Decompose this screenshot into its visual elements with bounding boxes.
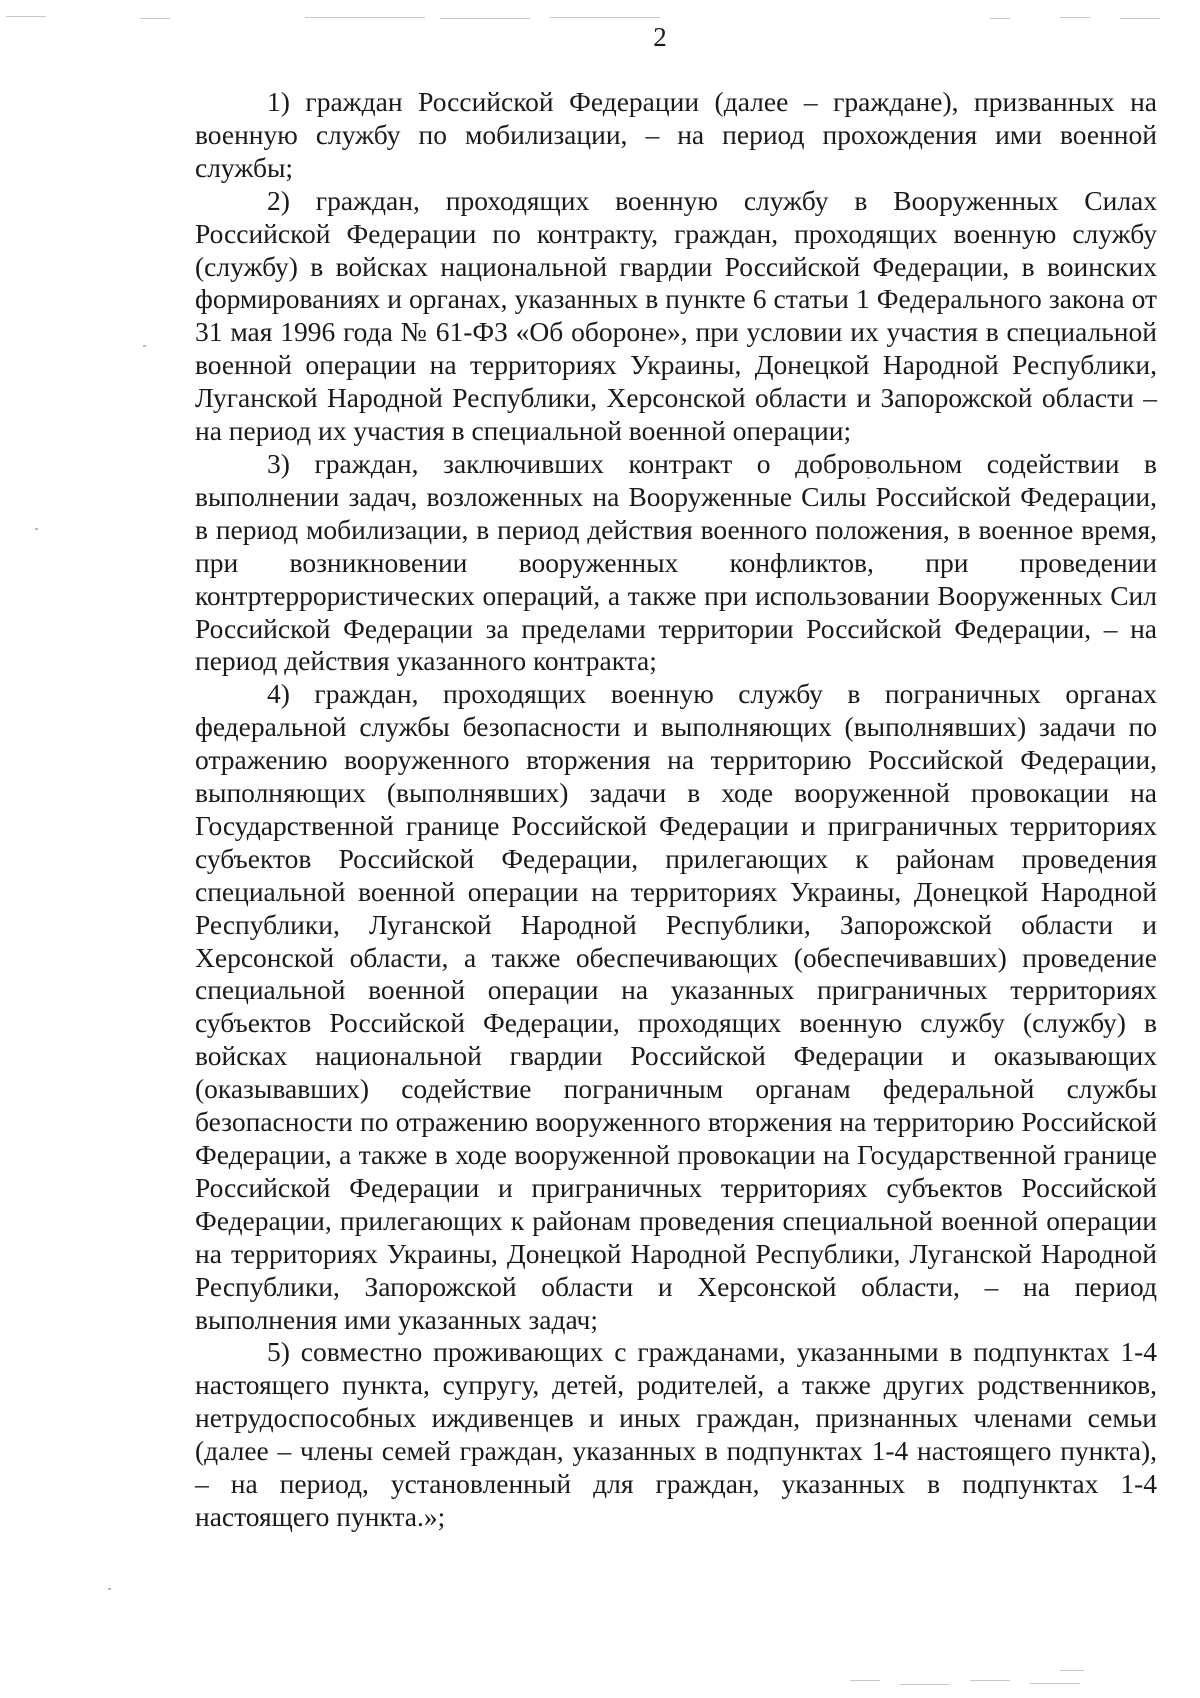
- scan-artifact: [900, 1684, 950, 1685]
- scan-artifact: [143, 345, 146, 347]
- scan-artifact: [1060, 17, 1090, 18]
- scan-artifact: [35, 528, 38, 530]
- scan-artifact: [850, 1680, 880, 1681]
- scan-artifact: [990, 18, 1010, 19]
- subparagraph-3: 3) граждан, заключивших контракт о добровольном содействии в выполнении задач, возложенных на Вооруженные Силы Российской Федерации, в период мобилизации, в период действия военного положения, в военное время, при возникновении вооруженных конфликтов, при проведении контртеррористических операций, а также при использовании Вооруженных Сил Российской Федерации за пределами территории Российской Федерации, – на период действия указанного контракта;: [195, 447, 1157, 677]
- scan-artifact: [550, 17, 660, 18]
- scan-artifact: [1120, 18, 1160, 19]
- subparagraph-5: 5) совместно проживающих с гражданами, указанными в подпунктах 1-4 настоящего пункта, супругу, детей, родителей, а также других родственников, нетрудоспособных иждивенцев и иных граждан, признанных членами семьи (далее – члены семей граждан, указанных в подпунктах 1-4 настоящего пункта), – на период, установленный для граждан, указанных в подпунктах 1-4 настоящего пункта.»;: [195, 1336, 1157, 1532]
- subparagraph-1: 1) граждан Российской Федерации (далее – граждане), призванных на военную службу по мобилизации, – на период прохождения ими военной службы;: [195, 86, 1157, 183]
- scan-artifact: [1060, 1670, 1084, 1671]
- scan-artifact: [1030, 1683, 1080, 1684]
- subparagraph-4: 4) граждан, проходящих военную службу в пограничных органах федеральной службы безопасности и выполняющих (выполнявших) задачи по отражению вооруженного вторжения на территорию Российской Федерации, выполняющих (выполнявших) задачи в ходе вооруженной провокации на Государственной границе Российской Федерации и приграничных территориях субъектов Российской Федерации, прилегающих к районам проведения специальной военной операции на территориях Украины, Донецкой Народной Республики, Луганской Народной Республики, Запорожской области и Херсонской области, а также обеспечивающих (обеспечивавших) проведение специальной военной операции на указанных приграничных территориях субъектов Российской Федерации, проходящих военную службу (службу) в войсках национальной гвардии Российской Федерации и оказывающих (оказывавших) содействие пограничным органам федеральной службы безопасности по отражению вооруженного вторжения на территорию Российской Федерации, а также в ходе вооруженной провокации на Государственной границе Российской Федерации и приграничных территориях субъектов Российской Федерации, прилегающих к районам проведения специальной военной операции на территориях Украины, Донецкой Народной Республики, Луганской Народной Республики, Запорожской области и Херсонской области, – на период выполнения ими указанных задач;: [195, 678, 1157, 1335]
- scan-artifact: [108, 1588, 111, 1590]
- page-number: 2: [653, 22, 667, 52]
- scan-artifact: [6, 16, 46, 17]
- document-body: [195, 86, 1157, 1534]
- scan-artifact: [970, 1680, 1010, 1681]
- scan-artifact: [305, 17, 425, 18]
- scan-artifact: [440, 18, 530, 19]
- scan-artifact: [140, 18, 170, 19]
- subparagraph-2: 2) граждан, проходящих военную службу в Вооруженных Силах Российской Федерации по контракту, граждан, проходящих военную службу (службу) в войсках национальной гвардии Российской Федерации, в воинских формированиях и органах, указанных в пункте 6 статьи 1 Федерального закона от 31 мая 1996 года № 61-ФЗ «Об обороне», при условии их участия в специальной военной операции на территориях Украины, Донецкой Народной Республики, Луганской Народной Республики, Херсонской области и Запорожской области – на период их участия в специальной военной операции;: [195, 184, 1157, 447]
